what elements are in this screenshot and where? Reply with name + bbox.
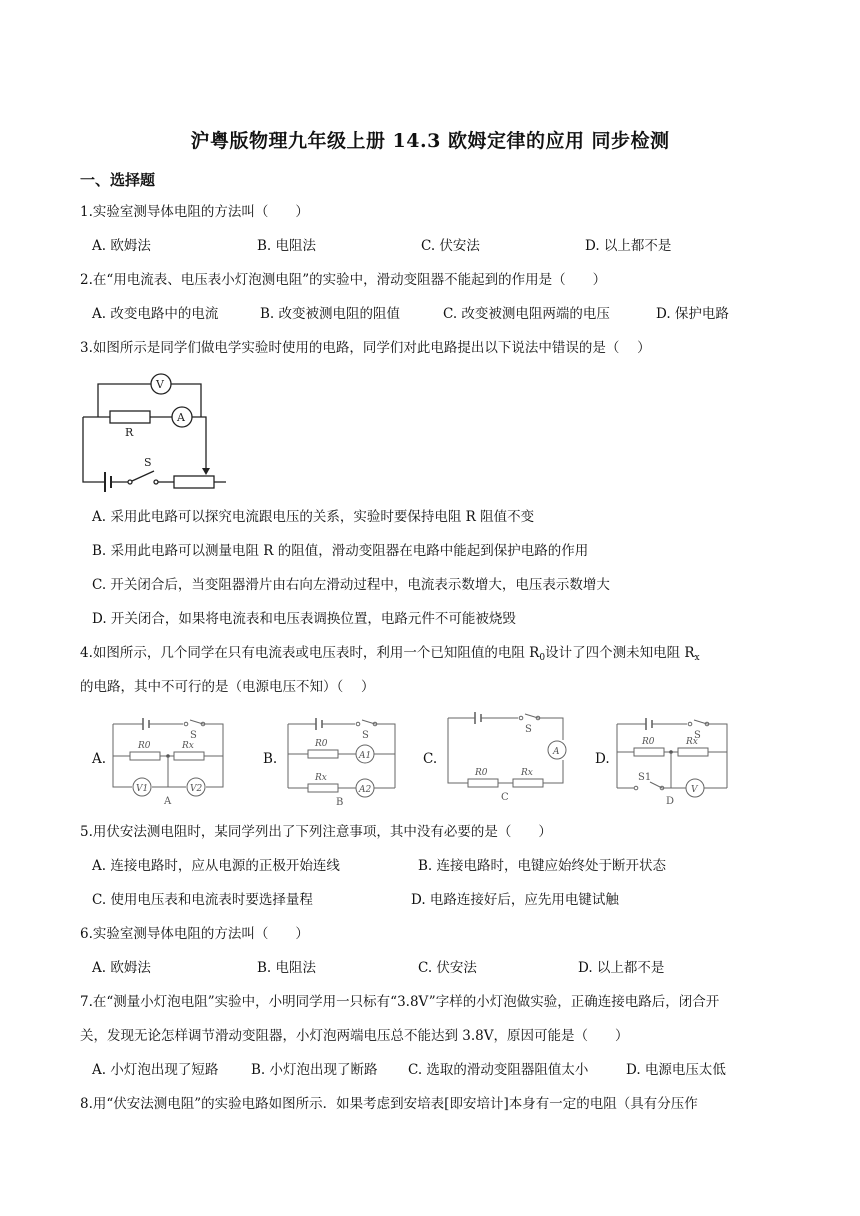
question-3-option-a[interactable]: A. 采用此电路可以探究电流跟电压的关系，实验时要保持电阻 R 阻值不变 xyxy=(92,509,535,525)
slider-arrow-icon xyxy=(202,468,210,475)
question-3-option-c[interactable]: C. 开关闭合后，当变阻器滑片由右向左滑动过程中，电流表示数增大，电压表示数增大 xyxy=(92,577,610,593)
question-6-stem: 6.实验室测导体电阻的方法叫（ ） xyxy=(80,926,309,942)
svg-text:A1: A1 xyxy=(359,751,372,761)
question-8-stem: 8.用“伏安法测电阻”的实验电路如图所示．如果考虑到安培表[即安培计]本身有一定的电阻（具有分压作 xyxy=(80,1096,698,1112)
question-3-stem: 3.如图所示是同学们做电学实验时使用的电路，同学们对此电路提出以下说法中错误的是（ ） xyxy=(80,340,651,356)
question-6-option-c[interactable]: C. 伏安法 xyxy=(418,960,477,976)
circuit-c-figure xyxy=(443,708,573,803)
svg-text:A: A xyxy=(553,747,560,757)
question-7-stem-line-2: 关，发现无论怎样调节滑动变阻器，小灯泡两端电压总不能达到 3.8V，原因可能是（ ） xyxy=(80,1028,629,1044)
rheostat-icon xyxy=(174,476,214,488)
svg-text:D: D xyxy=(666,796,675,807)
svg-text:R0: R0 xyxy=(642,737,655,747)
svg-text:R0: R0 xyxy=(315,739,328,749)
svg-text:R0: R0 xyxy=(475,768,488,778)
svg-text:Rx: Rx xyxy=(182,741,194,751)
question-6-option-a[interactable]: A. 欧姆法 xyxy=(92,960,151,976)
question-4-stem-line-2: 的电路，其中不可行的是（电源电压不知）（ ） xyxy=(80,679,375,695)
svg-text:S: S xyxy=(362,730,369,741)
resistor-icon xyxy=(110,411,150,423)
question-3-circuit-figure xyxy=(78,372,228,494)
svg-text:B: B xyxy=(336,797,344,808)
question-6-option-b[interactable]: B. 电阻法 xyxy=(257,960,317,976)
question-1-option-d[interactable]: D. 以上都不是 xyxy=(585,238,672,254)
svg-text:A: A xyxy=(164,796,172,807)
question-2-option-b[interactable]: B. 改变被测电阻的阻值 xyxy=(260,306,401,322)
voltmeter-label: V xyxy=(156,378,164,391)
page-title: 沪粤版物理九年级上册 14.3 欧姆定律的应用 同步检测 xyxy=(190,130,670,152)
circuit-b-option-label[interactable]: B. xyxy=(263,751,278,767)
question-5-stem: 5.用伏安法测电阻时，某同学列出了下列注意事项，其中没有必要的是（ ） xyxy=(80,824,552,840)
question-5-option-c[interactable]: C. 使用电压表和电流表时要选择量程 xyxy=(92,892,313,908)
question-4-stem-line-1: 4.如图所示，几个同学在只有电流表或电压表时，利用一个已知阻值的电阻 $R_0$设计了四个测未知电阻 $R_x$ xyxy=(80,645,700,663)
question-7-option-c[interactable]: C. 选取的滑动变阻器阻值太小 xyxy=(408,1062,589,1078)
circuit-d-option-label[interactable]: D. xyxy=(595,751,610,767)
svg-text:Rx: Rx xyxy=(521,768,533,778)
circuit-c-option-label[interactable]: C. xyxy=(423,751,438,767)
circuit-d-figure xyxy=(612,712,737,807)
svg-text:S1: S1 xyxy=(638,772,652,783)
question-7-stem-line-1: 7.在“测量小灯泡电阻”实验中，小明同学用一只标有“3.8V”字样的小灯泡做实验，正确连接电路后，闭合开 xyxy=(80,994,720,1010)
circuit-a-option-label[interactable]: A. xyxy=(92,751,107,767)
svg-text:V: V xyxy=(691,785,698,795)
section-heading: 一、选择题 xyxy=(80,171,156,189)
svg-text:V2: V2 xyxy=(190,784,203,794)
battery-icon xyxy=(105,472,111,492)
question-3-option-d[interactable]: D. 开关闭合，如果将电流表和电压表调换位置，电路元件不可能被烧毁 xyxy=(92,611,516,627)
question-5-option-a[interactable]: A. 连接电路时，应从电源的正极开始连线 xyxy=(92,858,340,874)
question-2-option-c[interactable]: C. 改变被测电阻两端的电压 xyxy=(443,306,610,322)
svg-text:C: C xyxy=(501,792,509,803)
svg-text:S: S xyxy=(190,730,197,741)
question-2-option-a[interactable]: A. 改变电路中的电流 xyxy=(92,306,219,322)
question-2-stem: 2.在“用电流表、电压表小灯泡测电阻”的实验中，滑动变阻器不能起到的作用是（ ） xyxy=(80,272,607,288)
question-1-option-c[interactable]: C. 伏安法 xyxy=(421,238,480,254)
question-7-option-a[interactable]: A. 小灯泡出现了短路 xyxy=(92,1062,219,1078)
svg-text:A2: A2 xyxy=(359,785,372,795)
switch-label: S xyxy=(144,456,152,469)
svg-text:Rx: Rx xyxy=(315,773,327,783)
svg-text:S: S xyxy=(525,724,532,735)
svg-text:R0: R0 xyxy=(138,741,151,751)
svg-text:Rx: Rx xyxy=(686,737,698,747)
ammeter-label: A xyxy=(177,411,185,424)
question-5-option-b[interactable]: B. 连接电路时，电键应始终处于断开状态 xyxy=(418,858,667,874)
question-5-option-d[interactable]: D. 电路连接好后，应先用电键试触 xyxy=(411,892,619,908)
question-1-option-a[interactable]: A. 欧姆法 xyxy=(92,238,151,254)
question-1-option-b[interactable]: B. 电阻法 xyxy=(257,238,317,254)
question-2-option-d[interactable]: D. 保护电路 xyxy=(656,306,729,322)
circuit-b-figure xyxy=(280,712,405,807)
question-3-option-b[interactable]: B. 采用此电路可以测量电阻 R 的阻值，滑动变阻器在电路中能起到保护电路的作用 xyxy=(92,543,589,559)
question-6-option-d[interactable]: D. 以上都不是 xyxy=(578,960,665,976)
svg-text:V1: V1 xyxy=(136,784,149,794)
switch-icon xyxy=(128,480,132,484)
question-7-option-b[interactable]: B. 小灯泡出现了断路 xyxy=(251,1062,378,1078)
circuit-a-figure xyxy=(108,712,233,807)
question-1-stem: 1.实验室测导体电阻的方法叫（ ） xyxy=(80,204,309,220)
resistor-label: R xyxy=(125,426,134,439)
question-7-option-d[interactable]: D. 电源电压太低 xyxy=(626,1062,726,1078)
svg-text:S: S xyxy=(694,730,701,741)
